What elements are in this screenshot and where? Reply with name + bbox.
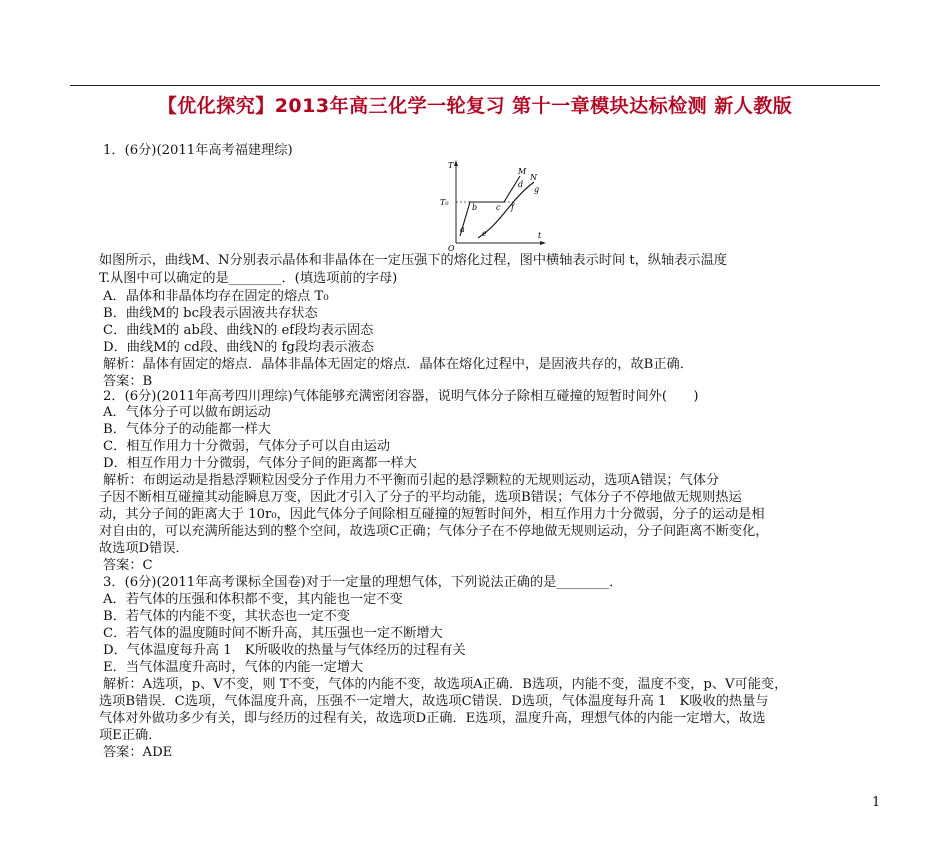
q1-option-c: C．曲线M的 ab段、曲线N的 ef段均表示固态 — [103, 323, 374, 338]
page-number: 1 — [872, 795, 881, 810]
q2-analysis-line-3: 动，其分子间的距离大于 10r₀，因此气体分子间除相互碰撞的短暂时间外，相互作用力十分微弱，分子的运动是相 — [99, 507, 765, 522]
q2-analysis-line-4: 对自由的，可以充满所能达到的整个空间，故选项C正确；气体分子在不停地做无规则运动，分子间距离不断变化， — [99, 524, 769, 539]
q2-answer: 答案：C — [103, 558, 153, 573]
q2-stem: 2．(6分)(2011年高考四川理综)气体能够充满密闭容器，说明气体分子除相互碰撞的短暂时间外( ) — [103, 389, 699, 404]
q3-answer: 答案：ADE — [103, 745, 173, 760]
q3-option-d: D．气体温度每升高 1 K所吸收的热量与气体经历的过程有关 — [103, 643, 466, 658]
q2-option-c: C．相互作用力十分微弱，气体分子可以自由运动 — [103, 439, 391, 454]
point-g-label: g — [534, 185, 540, 194]
header-rule — [70, 85, 880, 86]
curve-m-label: M — [518, 167, 527, 176]
x-axis-label: t — [538, 231, 542, 240]
t0-label: T₀ — [440, 198, 449, 207]
q3-analysis-line-4: 项E正确． — [99, 728, 162, 743]
q1-stem-line-2: T.从图中可以确定的是________．(填选项前的字母) — [99, 271, 398, 286]
q1-header: 1．(6分)(2011年高考福建理综) — [103, 143, 293, 158]
point-f-label: f — [511, 203, 514, 212]
q3-option-e: E．当气体温度升高时，气体的内能一定增大 — [103, 660, 364, 675]
q1-stem-line-1: 如图所示，曲线M、N分别表示晶体和非晶体在一定压强下的熔化过程，图中横轴表示时间 t，纵轴表示温度 — [99, 253, 727, 268]
melting-curve-diagram — [438, 158, 548, 253]
point-a-label: a — [460, 225, 465, 234]
origin-label: O — [448, 244, 455, 253]
q2-option-b: B．气体分子的动能都一样大 — [103, 422, 271, 437]
q1-option-a: A．晶体和非晶体均存在固定的熔点 T₀ — [103, 289, 329, 304]
q3-stem: 3．(6分)(2011年高考课标全国卷)对于一定量的理想气体，下列说法正确的是________． — [103, 575, 623, 590]
q2-analysis-line-1: 解析：布朗运动是指悬浮颗粒因受分子作用力不平衡而引起的悬浮颗粒的无规则运动，选项A错误；气体分 — [103, 473, 720, 488]
document-title: 【优化探究】2013年高三化学一轮复习 第十一章模块达标检测 新人教版 — [157, 95, 793, 117]
curve-n-label: N — [530, 173, 537, 182]
q2-option-a: A．气体分子可以做布朗运动 — [103, 405, 271, 420]
q3-option-b: B．若气体的内能不变，其状态也一定不变 — [103, 609, 351, 624]
point-d-label: d — [518, 180, 524, 189]
q3-analysis-line-1: 解析：A选项，p、V不变，则 T不变，气体的内能不变，故选项A正确．B选项，内能不变，温度不变，p、V可能变， — [103, 677, 788, 692]
q3-option-a: A．若气体的压强和体积都不变，其内能也一定不变 — [103, 592, 403, 607]
q3-analysis-line-3: 气体对外做功多少有关，即与经历的过程有关，故选项D正确．E选项，温度升高，理想气体的内能一定增大，故选 — [99, 711, 766, 726]
y-axis-arrow — [454, 160, 458, 166]
point-e-label: e — [482, 229, 487, 238]
q1-answer: 答案：B — [103, 374, 153, 389]
point-c-label: c — [496, 203, 501, 212]
temperature-time-figure — [438, 158, 548, 253]
x-axis-arrow — [540, 241, 546, 245]
q1-option-d: D．曲线M的 cd段、曲线N的 fg段均表示液态 — [103, 340, 374, 355]
q1-analysis: 解析：晶体有固定的熔点．晶体非晶体无固定的熔点．晶体在熔化过程中，是固液共存的，故B正确． — [103, 357, 693, 372]
y-axis-label: T — [448, 161, 454, 170]
q1-option-b: B．曲线M的 bc段表示固液共存状态 — [103, 306, 318, 321]
point-b-label: b — [472, 203, 478, 212]
q3-analysis-line-2: 选项B错误．C选项，气体温度升高，压强不一定增大，故选项C错误．D选项，气体温度每升高 1 K吸收的热量与 — [99, 694, 769, 709]
q2-analysis-line-2: 子因不断相互碰撞其动能瞬息万变，因此才引入了分子的平均动能，选项B错误；气体分子不停地做无规则热运 — [99, 490, 742, 505]
q2-analysis-line-5: 故选项D错误． — [99, 541, 189, 556]
q3-option-c: C．若气体的温度随时间不断升高，其压强也一定不断增大 — [103, 626, 443, 641]
q2-option-d: D．相互作用力十分微弱，气体分子间的距离都一样大 — [103, 456, 417, 471]
